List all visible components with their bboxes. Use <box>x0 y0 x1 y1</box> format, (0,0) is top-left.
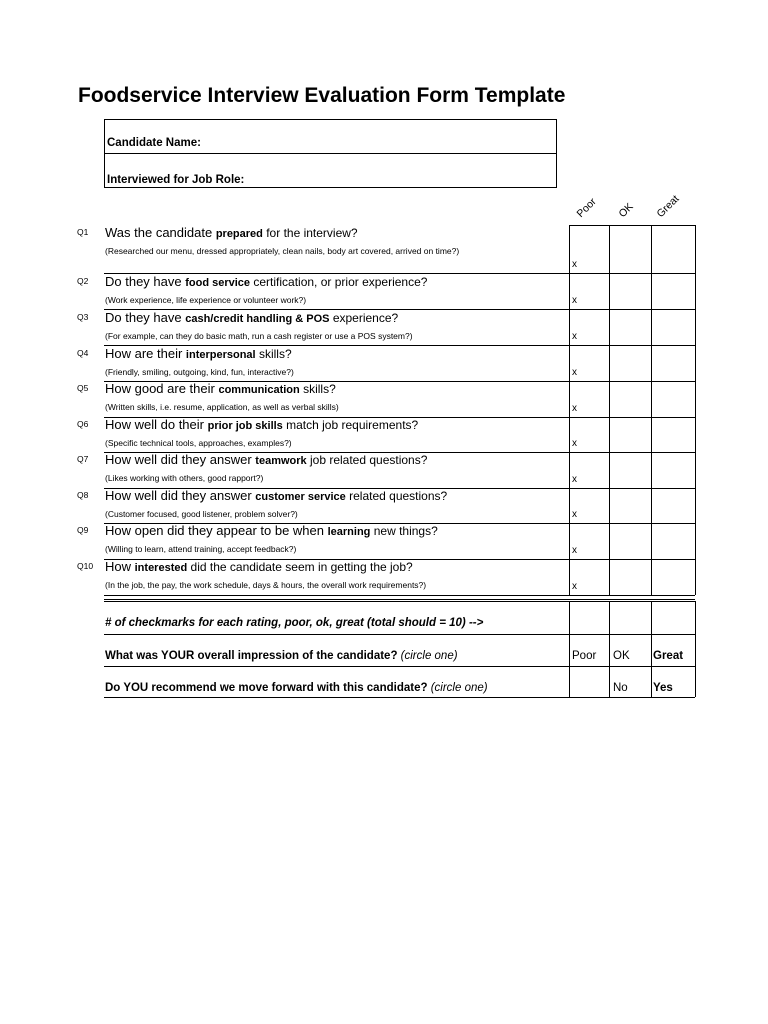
question-hint: (Written skills, i.e. resume, application, as well as verbal skills) <box>105 402 339 412</box>
summary-col-line <box>651 601 652 697</box>
question-row <box>0 488 768 524</box>
question-prefix: How well do their <box>105 417 208 432</box>
question-text <box>105 310 398 325</box>
question-hint: (In the job, the pay, the work schedule, days & hours, the overall work requirements?) <box>105 580 427 590</box>
question-keyword: interested <box>134 562 188 574</box>
question-keyword: learning <box>327 526 371 538</box>
question-row <box>0 310 768 346</box>
impression-label-text: What was YOUR overall impression of the candidate? <box>105 650 398 662</box>
rating-mark[interactable]: x <box>572 367 577 378</box>
rating-mark[interactable]: x <box>572 509 577 520</box>
question-row <box>0 523 768 559</box>
summary-col-line <box>695 601 696 697</box>
question-number: Q2 <box>77 276 89 286</box>
question-suffix: skills? <box>255 347 292 361</box>
question-row <box>0 381 768 417</box>
question-prefix: How <box>105 559 135 574</box>
grid-row-line <box>569 559 695 560</box>
rating-mark[interactable]: x <box>572 545 577 556</box>
question-suffix: match job requirements? <box>282 418 419 432</box>
question-number: Q4 <box>77 348 89 358</box>
question-number: Q10 <box>77 561 94 571</box>
summary-row-line <box>104 666 695 667</box>
summary-col-line <box>609 601 610 697</box>
question-keyword: prior job skills <box>207 420 283 432</box>
checkmarks-label-text: # of checkmarks for each rating, poor, ok, great (total should = 10) --> <box>105 617 484 629</box>
grid-row-line <box>569 595 695 596</box>
recommend-option-no[interactable]: No <box>613 682 628 694</box>
question-text <box>105 452 427 467</box>
question-number: Q3 <box>77 312 89 322</box>
impression-option-poor[interactable]: Poor <box>572 650 597 662</box>
candidate-info-box <box>104 119 557 188</box>
question-keyword: communication <box>218 384 300 396</box>
header-great: Great <box>654 192 682 220</box>
impression-hint: (circle one) <box>400 650 458 662</box>
grid-row-line <box>569 225 695 226</box>
question-row <box>0 452 768 488</box>
recommend-hint: (circle one) <box>430 682 488 694</box>
grid-row-line <box>569 488 695 489</box>
job-role-label: Interviewed for Job Role: <box>107 174 245 186</box>
page-title: Foodservice Interview Evaluation Form Template <box>78 84 566 107</box>
question-hint: (Customer focused, good listener, problem solver?) <box>105 509 298 519</box>
recommend-label-text: Do YOU recommend we move forward with this candidate? <box>105 682 428 694</box>
rating-mark[interactable]: x <box>572 581 577 592</box>
rating-mark[interactable]: x <box>572 295 577 306</box>
recommend-label <box>105 682 488 694</box>
overall-impression-label <box>105 650 458 662</box>
summary-row-line <box>104 634 695 635</box>
question-number: Q8 <box>77 490 89 500</box>
question-keyword: customer service <box>255 491 346 503</box>
checkmarks-count-label <box>105 617 483 629</box>
grid-col-line <box>695 225 696 595</box>
question-hint: (Likes working with others, good rapport?) <box>105 473 264 483</box>
question-separator <box>104 452 569 453</box>
impression-option-great[interactable]: Great <box>653 650 684 662</box>
question-prefix: Do they have <box>105 310 186 325</box>
question-hint: (Specific technical tools, approaches, examples?) <box>105 438 292 448</box>
question-separator <box>104 559 569 560</box>
question-keyword: prepared <box>215 228 263 240</box>
rating-mark[interactable]: x <box>572 331 577 342</box>
question-text <box>105 274 427 289</box>
rating-mark[interactable]: x <box>572 403 577 414</box>
grid-row-line <box>569 523 695 524</box>
question-suffix: new things? <box>370 524 438 538</box>
question-hint: (Friendly, smiling, outgoing, kind, fun, interactive?) <box>105 367 294 377</box>
question-keyword: teamwork <box>255 455 307 467</box>
grid-row-line <box>569 345 695 346</box>
question-separator <box>104 309 569 310</box>
summary-row-line <box>104 601 695 602</box>
question-text <box>105 381 336 396</box>
question-suffix: for the interview? <box>262 226 358 240</box>
grid-row-line <box>569 381 695 382</box>
question-number: Q1 <box>77 227 89 237</box>
question-prefix: Was the candidate <box>105 225 216 240</box>
question-prefix: How are their <box>105 346 186 361</box>
question-row <box>0 346 768 382</box>
rating-mark[interactable]: x <box>572 474 577 485</box>
question-hint: (Work experience, life experience or volunteer work?) <box>105 295 307 305</box>
question-keyword: food service <box>185 277 251 289</box>
question-number: Q5 <box>77 383 89 393</box>
question-hint: (Researched our menu, dressed appropriately, clean nails, body art covered, arrived on time?) <box>105 246 460 256</box>
header-poor: Poor <box>574 195 599 220</box>
question-separator <box>104 488 569 489</box>
question-prefix: How well did they answer <box>105 488 256 503</box>
question-text <box>105 417 418 432</box>
question-text <box>105 523 438 538</box>
question-keyword: interpersonal <box>185 349 256 361</box>
question-keyword: cash/credit handling & POS <box>185 313 330 325</box>
question-separator <box>104 345 569 346</box>
question-prefix: How well did they answer <box>105 452 256 467</box>
question-prefix: How open did they appear to be when <box>105 523 328 538</box>
question-number: Q7 <box>77 454 89 464</box>
candidate-box-divider <box>105 153 556 154</box>
question-text <box>105 225 358 240</box>
question-suffix: skills? <box>299 382 336 396</box>
question-row <box>0 225 768 261</box>
question-hint: (For example, can they do basic math, run a cash register or use a POS system?) <box>105 331 413 341</box>
question-text <box>105 488 447 503</box>
question-separator <box>104 273 569 274</box>
grid-col-line <box>651 225 652 595</box>
question-row <box>0 559 768 595</box>
summary-col-line <box>569 601 570 697</box>
impression-option-ok[interactable]: OK <box>613 650 630 662</box>
grid-col-line <box>569 225 570 595</box>
candidate-name-label: Candidate Name: <box>107 137 201 149</box>
question-suffix: did the candidate seem in getting the job? <box>187 560 413 574</box>
recommend-option-yes[interactable]: Yes <box>653 682 673 694</box>
question-prefix: How good are their <box>105 381 219 396</box>
header-ok: OK <box>616 200 636 220</box>
question-prefix: Do they have <box>105 274 186 289</box>
question-separator <box>104 523 569 524</box>
question-separator <box>104 381 569 382</box>
question-text <box>105 559 413 574</box>
grid-col-line <box>609 225 610 595</box>
question-text <box>105 346 292 361</box>
question-row <box>0 417 768 453</box>
question-hint: (Willing to learn, attend training, accept feedback?) <box>105 544 297 554</box>
question-separator <box>104 417 569 418</box>
summary-row-line <box>104 599 695 600</box>
question-number: Q6 <box>77 419 89 429</box>
question-suffix: certification, or prior experience? <box>250 275 428 289</box>
question-number: Q9 <box>77 525 89 535</box>
question-suffix: related questions? <box>345 489 448 503</box>
question-row <box>0 274 768 310</box>
question-suffix: experience? <box>329 311 399 325</box>
grid-row-line <box>569 309 695 310</box>
rating-mark[interactable]: x <box>572 259 577 270</box>
summary-row-line <box>104 697 695 698</box>
grid-row-line <box>569 273 695 274</box>
question-separator <box>104 595 569 596</box>
grid-row-line <box>569 452 695 453</box>
rating-mark[interactable]: x <box>572 438 577 449</box>
grid-row-line <box>569 417 695 418</box>
question-suffix: job related questions? <box>306 453 428 467</box>
